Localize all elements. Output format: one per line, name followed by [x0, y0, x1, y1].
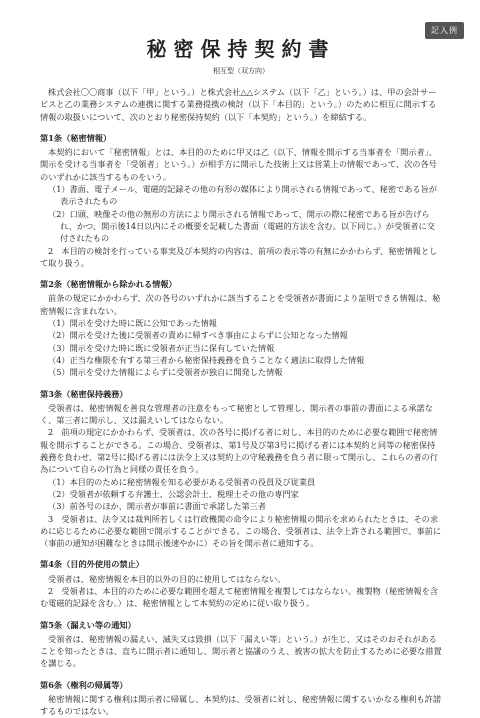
- article-1-para: 本契約において「秘密情報」とは、本目的のために甲又は乙（以下、情報を開示する当事者を「開示者」、開示を受ける当事者を「受領者」という。）が相手方に開示した技術上又は営業上の情報であって、次の各号のいずれかに該当するものをいう。: [40, 147, 437, 182]
- document-subtitle: 相互型（双方向）: [213, 67, 269, 75]
- article-3-item: （2）受領者が依頼する弁護士、公認会計士、税理士その他の専門家: [48, 488, 299, 499]
- article-3-item: （1）本目的のために秘密情報を知る必要がある受領者の役員及び従業員: [48, 476, 316, 487]
- sample-badge: 記入例: [425, 22, 464, 39]
- article-6-para: 秘密情報に関する権利は開示者に帰属し、本契約は、受領者に対し、秘密情報に関するいかなる権利も許諾するものではない。: [40, 694, 442, 717]
- article-1-heading: 第1条（秘密情報）: [40, 132, 112, 143]
- article-5-para: 受領者は、秘密情報の漏えい、滅失又は毀損（以下「漏えい等」という。）が生じ、又はそのおそれがあることを知ったときは、直ちに開示者に通知し、開示者と協議のうえ、被害の拡大を防止するために必要な措置を講じる。: [40, 633, 442, 669]
- article-4-para: 2 受領者は、本目的のために必要な範囲を超えて秘密情報を複製してはならない。複製物（秘密情報を含む電磁的記録を含む。）は、秘密情報として本契約の定めに従い取り扱う。: [40, 585, 439, 609]
- article-2-item: （3）開示を受けた時に既に受領者が正当に保有していた情報: [48, 342, 275, 353]
- article-1-para: 2 本目的の検討を行っている事実及び本契約の内容は、前項の表示等の有無にかかわらず、秘密情報として取り扱う。: [40, 245, 438, 268]
- intro-paragraph: 株式会社〇〇商事（以下「甲」という。）と株式会社△△システム（以下「乙」という。）は、甲の会計サービスと乙の業務システムの連携に関する業務提携の検討（以下「本目的」という。）のために相互に開示する情報の取扱いについて、次のとおり秘密保持契約（以下「本契約」という。）を締結する。: [40, 87, 437, 122]
- article-6-heading: 第6条（権利の帰属等）: [40, 679, 128, 690]
- article-2-para: 前条の規定にかかわらず、次の各号のいずれかに該当することを受領者が書面により証明できる情報は、秘密情報に含まれない。: [40, 293, 441, 316]
- article-2-item: （1）開示を受けた時に既に公知であった情報: [48, 318, 217, 329]
- article-2-item: （5）開示を受けた情報によらずに受領者が独自に開発した情報: [48, 367, 283, 378]
- article-4-heading: 第4条（目的外使用の禁止）: [40, 559, 144, 570]
- article-4-para: 受領者は、秘密情報を本目的以外の目的に使用してはならない。: [48, 573, 286, 584]
- article-2-item: （2）開示を受けた後に受領者の責めに帰すべき事由によらずに公知となった情報: [48, 330, 348, 341]
- document-title: 秘密保持契約書: [146, 37, 336, 61]
- article-3-heading: 第3条（秘密保持義務）: [40, 388, 128, 399]
- article-3-para: 受領者は、秘密情報を善良な管理者の注意をもって秘密として管理し、開示者の事前の書面による承諾なく、第三者に開示し、又は漏えいしてはならない。: [40, 402, 433, 426]
- article-2-item: （4）正当な権限を有する第三者から秘密保持義務を負うことなく適法に取得した情報: [48, 354, 365, 365]
- article-3-para: 2 前項の規定にかかわらず、受領者は、次の各号に掲げる者に対し、本目的のために必要な範囲で秘密情報を開示することができる。この場合、受領者は、第1号及び第3号に掲げる者には本契約と同等の秘密保持義務を負わせ、第2号に掲げる者には法令上又は契約上の守秘義務を負う者に限って開示し、これらの者の行為について自らの行為と同様の責任を負う。: [40, 427, 438, 475]
- article-1-item: （1）書面、電子メール、電磁的記録その他の有形の媒体により開示される情報であって、秘密である旨が表示されたもの: [48, 184, 437, 207]
- contract-document: [40, 38, 442, 718]
- article-2-heading: 第2条（秘密情報から除かれる情報）: [40, 279, 177, 290]
- article-1-item: （2）口頭、映像その他の無形の方法により開示される情報であって、開示の際に秘密である旨が告げられ、かつ、開示後14日以内にその概要を記載した書面（電磁的方法を含む。以下同じ。）が受領者に交付されたもの: [48, 208, 435, 244]
- article-3-item: （3）前各号のほか、開示者が事前に書面で承諾した第三者: [48, 501, 267, 512]
- article-3-para: 3 受領者は、法令又は裁判所若しくは行政機関の命令により秘密情報の開示を求められたときは、その求めに応じるために必要な範囲で開示することができる。この場合、受領者は、法令上許される範囲で、事前に（事前の通知が困難なときは開示後速やかに）その旨を開示者に通知する。: [40, 513, 442, 549]
- article-5-heading: 第5条（漏えい等の通知）: [40, 619, 136, 630]
